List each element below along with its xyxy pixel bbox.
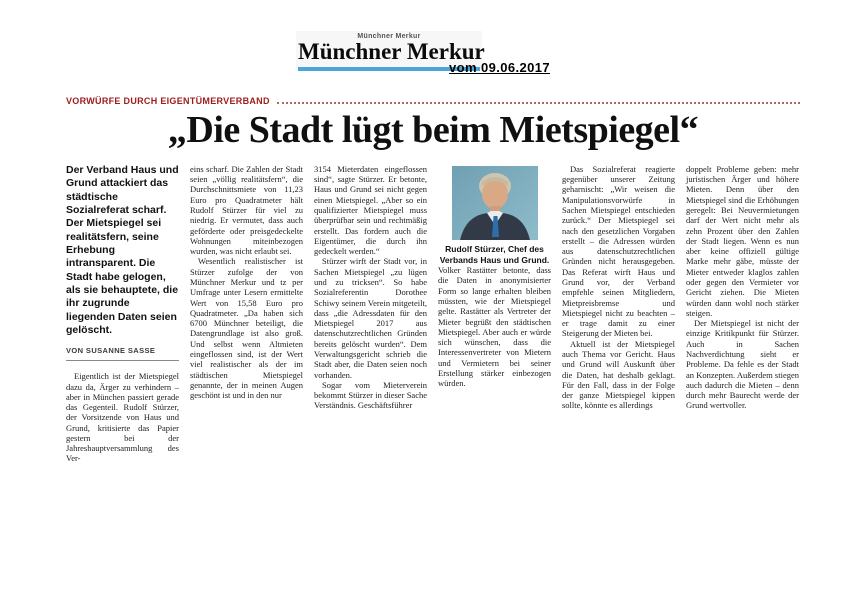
body-paragraph: Aktuell ist der Mietspiegel auch Thema vor Gericht. Haus und Grund will Auskunft über die Daten, hat deshalb geklagt. Für den Fall, dass in der Folge der ganze Mietspiegel kippen sollte, könnte es allerdings: [562, 338, 675, 411]
body-paragraph: doppelt Probleme geben: mehr juristischen Ärger und höhere Mieten. Denn über den Mietspiegel sind die Erhöhungen geregelt: Bei Neuvermietungen darf der Wert nicht mehr als zehn Prozent über den Zahlen der Stadt liegen. Wenn es nun aber keine offiziell gültige Marke mehr gäbe, müsste der Mieter entweder klaglos zahlen oder gegen den Vermieter vor Gericht ziehen. Die Mieten würden dann wohl noch stärker steigen.: [686, 163, 799, 318]
body-paragraph: Eigentlich ist der Mietspiegel dazu da, Ärger zu verhindern – aber in München passiert gerade das Gegenteil. Rudolf Stürzer, der Vorsitzende von Haus und Grund, kritisierte das Papier gestern bei der Jahreshauptversammlung des Ver-: [66, 371, 179, 464]
body-paragraph: 3154 Mieterdaten eingeflossen sind“, sagte Stürzer. Er betonte, Haus und Grund sei nicht gegen einen Mietspiegel. „Aber so ein qualifizierter Mietspiegel muss überprüfbar sein und rechtmäßig erstellt. Das fordern auch die Eigentümer, die durch ihn gedeckelt werden.“: [314, 163, 427, 257]
column-3: [314, 164, 427, 411]
masthead-title: Münchner Merkur: [298, 39, 485, 64]
portrait-photo: [452, 166, 538, 240]
lead-paragraph: Der Verband Haus und Grund attackiert das städtische Sozialreferat scharf. Der Mietspiegel sei realitätsfern, seine Erhebung intransparent. Die Stadt habe gelogen, als sie behauptete, die ihr zugrunde liegenden Daten seien gelöscht.: [66, 163, 179, 336]
column-4: [438, 164, 551, 389]
column-6: [686, 164, 799, 411]
body-paragraph: Das Sozialreferat reagierte gegenüber unserer Zeitung geharnischt: „Wir weisen die Manipulationsvorwürfe in Sachen Mietspiegel entschieden zurück.“ Der Mietspiegel sei nach den gesetzlichen Vorgaben erstellt – die Adressen würden aus datenschutzrechtlichen Gründen nicht herausgegeben. Das Referat wirft Haus und Grund vor, der Verband empfehle seinen Mitgliedern, Mietpreisbremse und Mietspiegel nicht zu beachten – er trage damit zu einer Steigerung der Mieten bei.: [562, 163, 675, 339]
body-paragraph: Wesentlich realistischer ist Stürzer zufolge der von Münchner Merkur und tz per Umfrage unter Lesern ermittelte Wert von 15,58 Euro pro Quadratmeter. „Da haben sich 6700 Münchner beteiligt, die Datengrundlage ist also groß. Und selbst wenn Altmieten eingeflossen sind, ist der Wert viel realistischer als der im städtischen Mietspiegel genannte, der in meinen Augen geschönt ist und in den nur: [190, 256, 303, 401]
date-annotation: vom 09.06.2017: [449, 60, 551, 75]
body-paragraph: Der Mietspiegel ist nicht der einzige Kritikpunkt für Stürzer. Auch in Sachen Nachverdichtung sieht er Probleme. Da fehle es der Stadt an Konzepten. Außerdem stiegen auch dadurch die Mieten – denn durch mehr Baurecht werde der Grund wertvoller.: [686, 318, 799, 411]
article-kicker: VORWÜRFE DURCH EIGENTÜMERVERBAND: [66, 96, 270, 106]
photo-caption: Rudolf Stürzer, Chef des Verbands Haus und Grund.: [439, 243, 550, 265]
masthead-small-title: Münchner Merkur: [357, 33, 421, 40]
body-paragraph: Stürzer wirft der Stadt vor, in Sachen Mietspiegel „zu lügen und zu tricksen“. So habe Sozialreferentin Dorothee Schiwy seinem Verein mitgeteilt, dass „die Adressdaten für den Mietspiegel 2017 aus datenschutzrechtlichen Gründen bereits gelöscht wurden“. Dem Verwaltungsgericht schrieb die Stadt aber, die Daten seien noch vorhanden.: [314, 256, 427, 380]
article: [66, 96, 800, 464]
article-columns: [66, 164, 800, 464]
column-2: [190, 164, 303, 400]
kicker-row: [66, 96, 800, 106]
article-headline: „Die Stadt lügt beim Mietspiegel“: [167, 109, 699, 151]
portrait-photo-image: [452, 166, 538, 240]
body-paragraph: Sogar vom Mieterverein bekommt Stürzer in dieser Sache Verständnis. Geschäftsführer: [314, 379, 427, 411]
body-paragraph: Volker Rastätter betonte, dass die Daten in anonymisierter Form so lange erhalten bleiben müssten, wie der Mietspiegel gelte. Rastätter als Vertreter der Mieter begrüßt den städtischen Mietspiegel. Aber auch er würde sich wünschen, dass die Interessenvertreter von Mietern und Vermietern bei seiner Erstellung stärker einbezogen würden.: [438, 265, 551, 389]
body-paragraph: eins scharf. Die Zahlen der Stadt seien „völlig realitätsfern“, die Durchschnittsmiete von 11,23 Euro pro Quadratmeter hält Rudolf Stürzer für viel zu niedrig. Er vermutet, dass auch geförderte oder preisgedeckelte Wohnungen miteinbezogen wurden, was nicht erlaubt sei.: [190, 163, 303, 257]
column-5: [562, 164, 675, 411]
kicker-leader-line: [277, 98, 800, 104]
column-1: [66, 164, 179, 464]
byline: VON SUSANNE SASSE: [66, 346, 179, 361]
